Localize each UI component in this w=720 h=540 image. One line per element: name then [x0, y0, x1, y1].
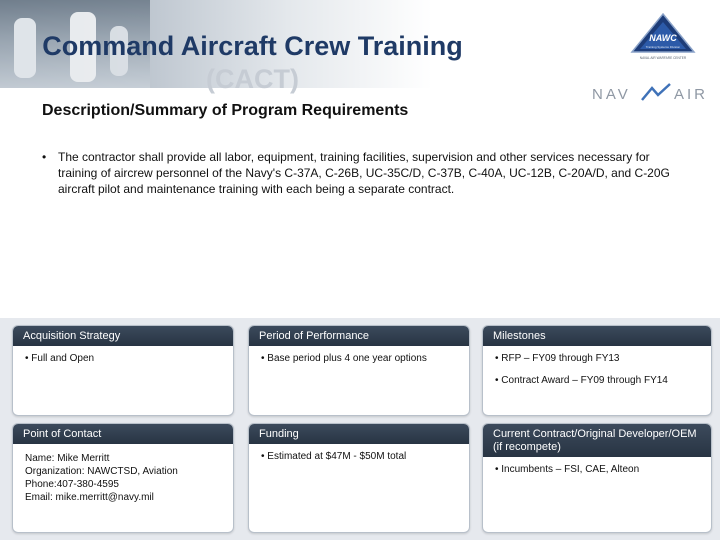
card-body	[483, 457, 711, 476]
card-item: • Estimated at $47M - $50M total	[261, 451, 407, 462]
funding-card	[248, 423, 470, 533]
contact-phone: Phone:407-380-4595	[25, 479, 119, 490]
card-body	[249, 444, 469, 463]
current-contract-card	[482, 423, 712, 533]
card-title: Milestones	[483, 326, 711, 346]
point-of-contact-card	[12, 423, 234, 533]
contact-name: Name: Mike Merritt	[25, 453, 110, 464]
card-title: Period of Performance	[249, 326, 469, 346]
card-title: Funding	[249, 424, 469, 444]
period-of-performance-card	[248, 325, 470, 416]
navair-logo-left: NAV	[592, 86, 631, 103]
contact-organization: Organization: NAWCTSD, Aviation	[25, 466, 178, 477]
card-item: • Full and Open	[25, 353, 95, 364]
card-body	[13, 444, 233, 504]
card-item: • Incumbents – FSI, CAE, Alteon	[495, 464, 640, 475]
card-body	[13, 346, 233, 365]
card-title: Current Contract/Original Developer/OEM (if recompete)	[483, 424, 711, 457]
description-bullet	[40, 149, 680, 197]
nawc-logo	[628, 12, 698, 68]
nawc-logo-caption: NAVAL AIR WARFARE CENTER	[639, 56, 687, 60]
title-line-2: (CACT)	[206, 64, 299, 94]
card-title: Point of Contact	[13, 424, 233, 444]
card-title: Acquisition Strategy	[13, 326, 233, 346]
title-line-1: Command Aircraft Crew Training	[42, 31, 463, 61]
nawc-logo-subtext: Training Systems Division	[645, 45, 681, 49]
card-body	[249, 346, 469, 365]
acquisition-strategy-card	[12, 325, 234, 416]
navair-swoosh-icon	[642, 84, 670, 100]
navair-logo-right: AIR	[674, 86, 709, 103]
navair-logo	[592, 80, 720, 106]
card-item: • Base period plus 4 one year options	[261, 353, 427, 364]
section-subtitle: Description/Summary of Program Requirements	[42, 102, 409, 119]
milestones-card	[482, 325, 712, 416]
page-title	[0, 30, 505, 96]
card-body	[483, 346, 711, 387]
card-item: • RFP – FY09 through FY13	[495, 353, 620, 364]
bullet-icon: •	[42, 150, 47, 164]
nawc-logo-text: NAWC	[649, 33, 677, 43]
card-item: • Contract Award – FY09 through FY14	[495, 375, 668, 386]
description-text: The contractor shall provide all labor, equipment, training facilities, supervision and other services necessary for training of aircrew personnel of the Navy's C-37A, C-26B, UC-35C/D, C-37B, C-40A, UC-12B, C-20A/D, and C-20G aircraft pilot and maintenance training with each being a separate contract.	[58, 150, 670, 196]
contact-email: Email: mike.merritt@navy.mil	[25, 492, 154, 503]
